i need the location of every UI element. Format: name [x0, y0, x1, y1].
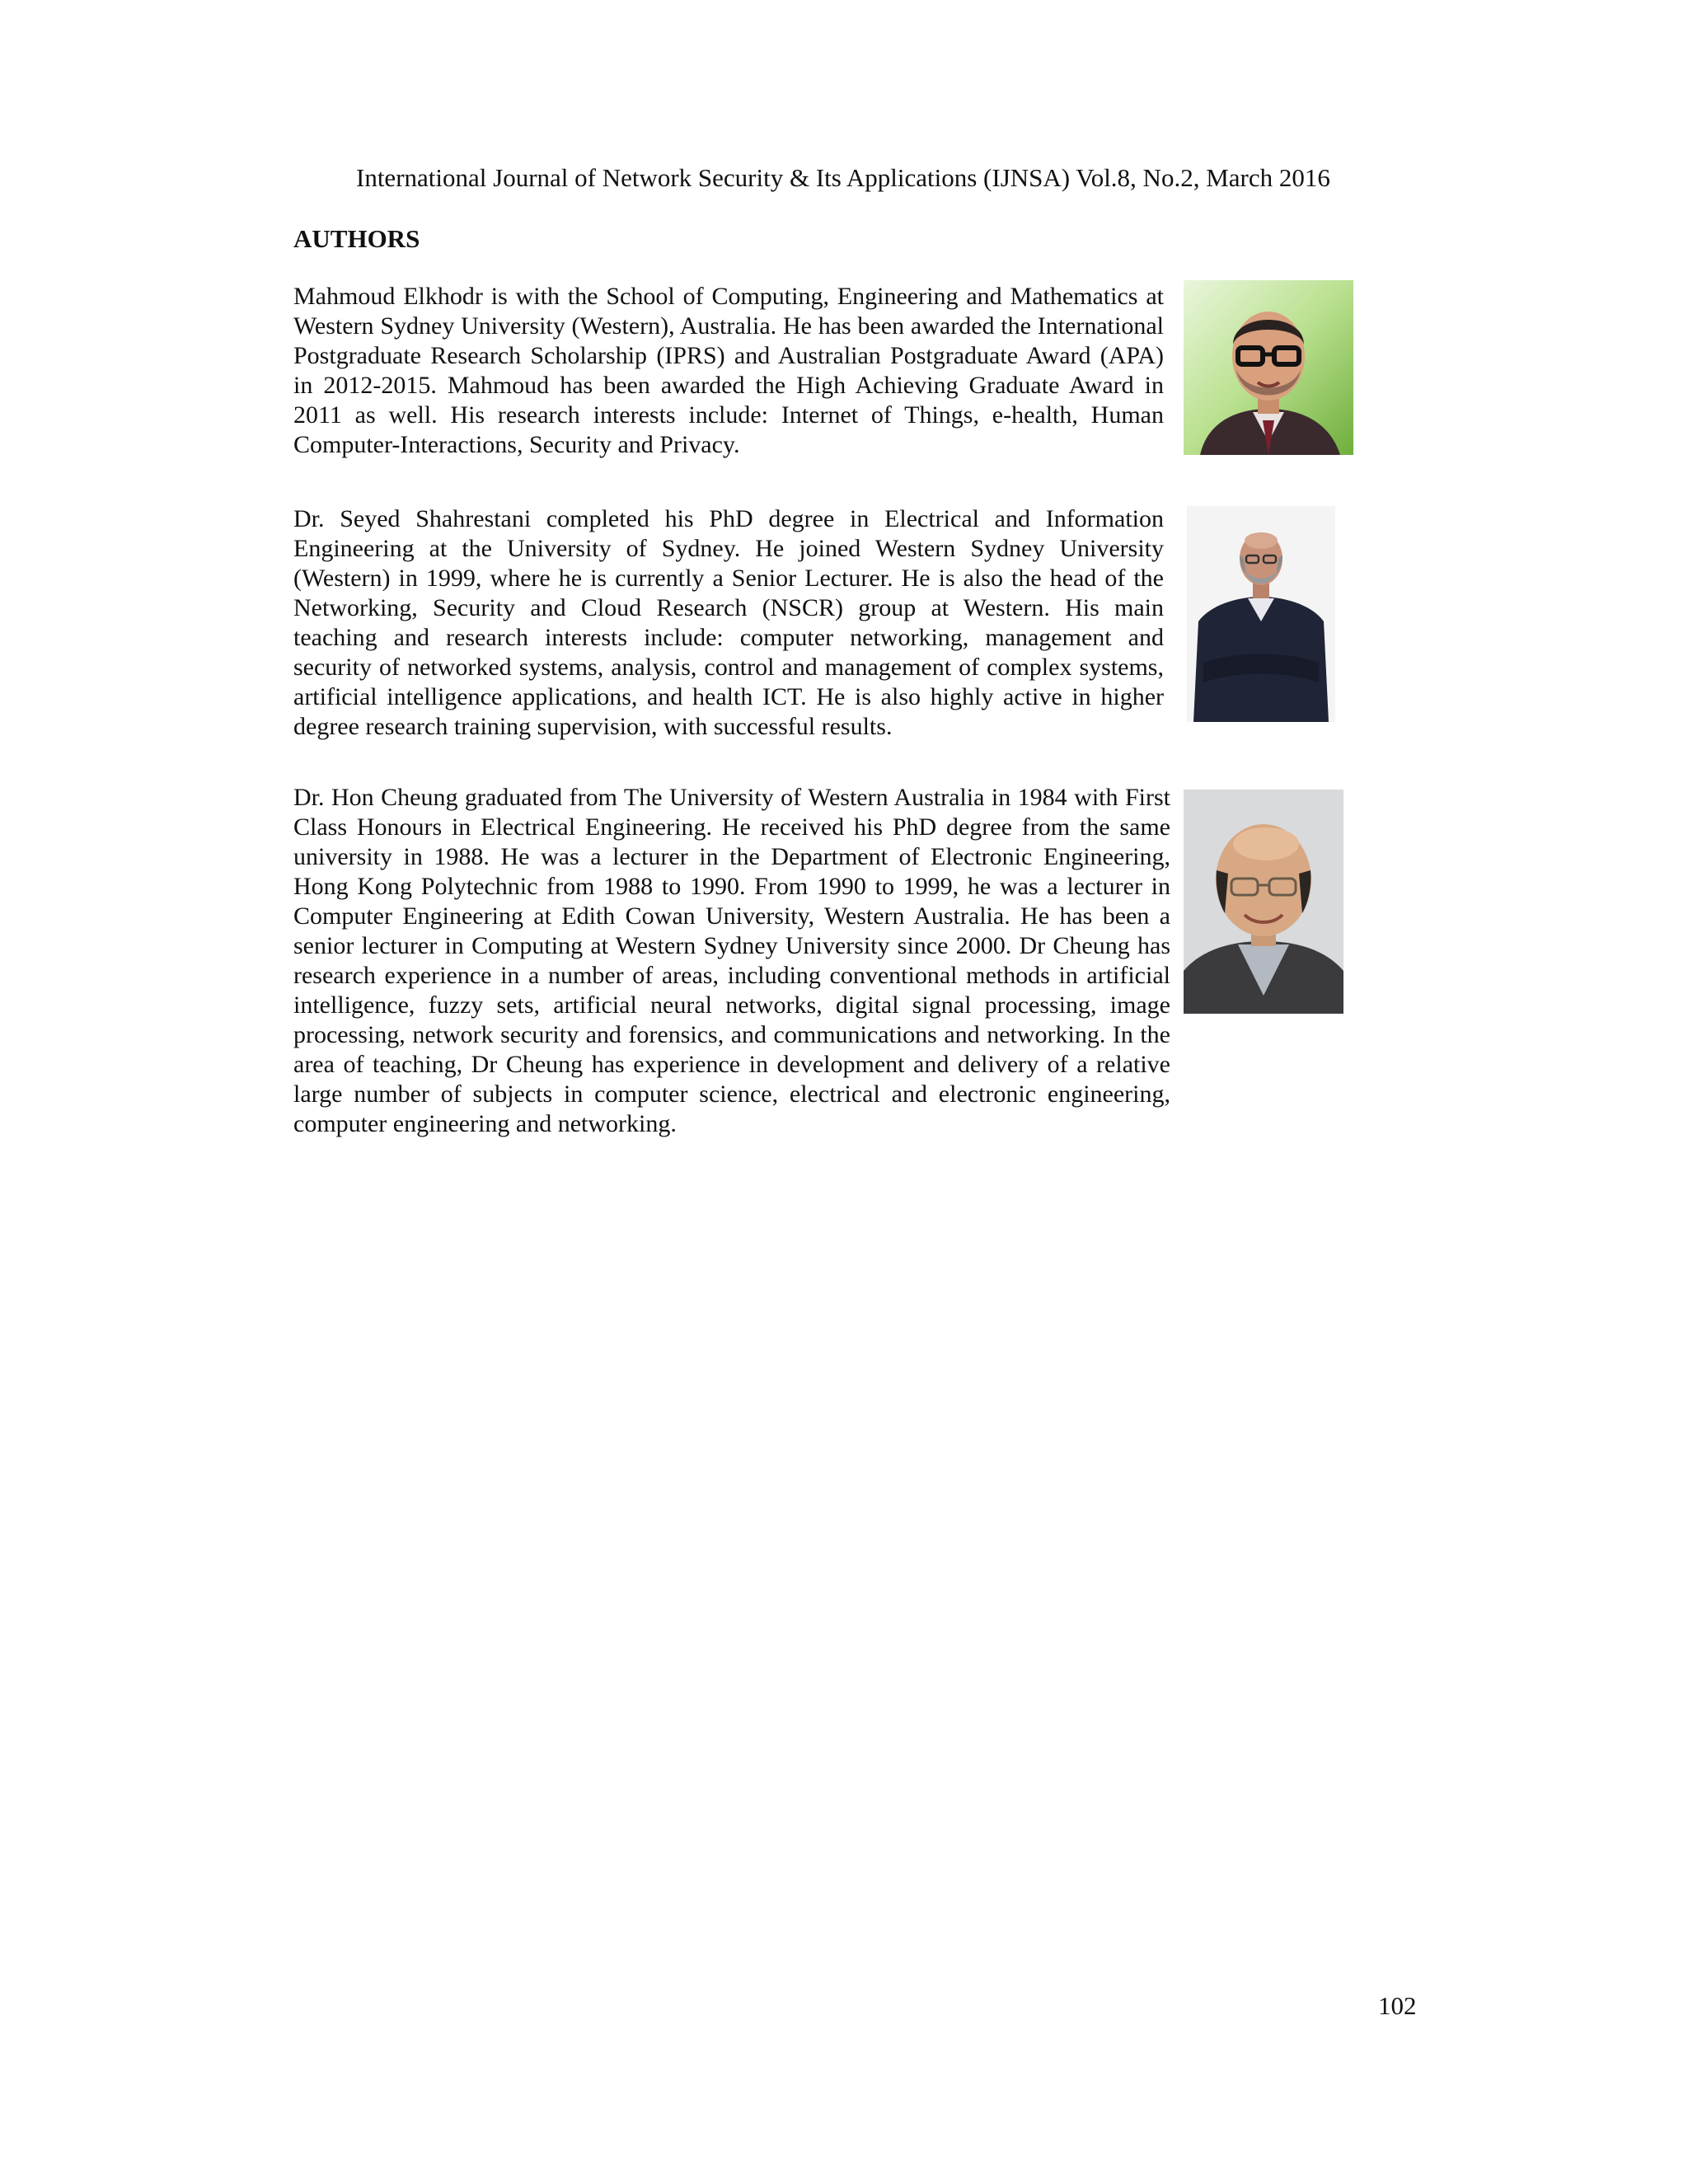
author-bio-shahrestani: Dr. Seyed Shahrestani completed his PhD degree in Electrical and Information Engineering at the University of Sydney. He joined Western Sydney University (Western) in 1999, where he is currently a Senior Lecturer. He is also the head of the Networking, Security and Cloud Research (NSCR) group at Western. His main teaching and research interests include: computer networking, management and security of networked systems, analysis, control and management of complex systems, artificial intelligence applications, and health ICT. He is also highly active in higher degree research training supervision, with successful results. [293, 505, 1164, 740]
page-number: 102 [1378, 1991, 1417, 2020]
author-photo-shahrestani [1187, 506, 1335, 722]
section-heading: AUTHORS [293, 224, 420, 253]
running-header: International Journal of Network Security & Its Applications (IJNSA) Vol.8, No.2, March 2016 [356, 163, 1330, 192]
author-bio-cheung: Dr. Hon Cheung graduated from The University of Western Australia in 1984 with First Class Honours in Electrical Engineering. He received his PhD degree from the same university in 1988. He was a lecturer in the Department of Electronic Engineering, Hong Kong Polytechnic from 1988 to 1990. From 1990 to 1999, he was a lecturer in Computer Engineering at Edith Cowan University, Western Australia. He has been a senior lecturer in Computing at Western Sydney University since 2000. Dr Cheung has research experience in a number of areas, including conventional methods in artificial intelligence, fuzzy sets, artificial neural networks, digital signal processing, image processing, network security and forensics, and communications and networking. In the area of teaching, Dr Cheung has experience in development and delivery of a relative large number of subjects in computer science, electrical and electronic engineering, computer engineering and networking. [293, 784, 1170, 1137]
author-bio-elkhodr: Mahmoud Elkhodr is with the School of Computing, Engineering and Mathematics at Western Sydney University (Western), Australia. He has been awarded the International Postgraduate Research Scholarship (IPRS) and Australian Postgraduate Award (APA) in 2012-2015. Mahmoud has been awarded the High Achieving Graduate Award in 2011 as well. His research interests include: Internet of Things, e-health, Human Computer-Interactions, Security and Privacy. [293, 283, 1164, 458]
author-photo-elkhodr [1184, 280, 1353, 455]
author-photo-cheung [1184, 790, 1343, 1014]
